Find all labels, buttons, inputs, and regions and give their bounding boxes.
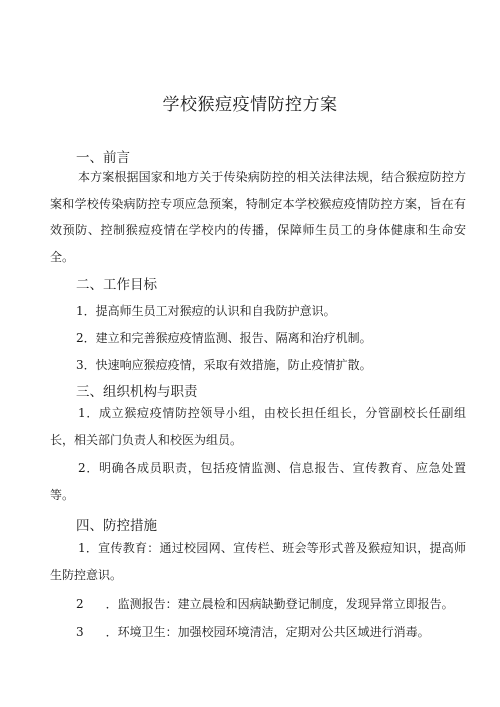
organization-item: 2．明确各成员职责，包括疫情监测、信息报告、宣传教育、应急处置等。: [50, 461, 466, 502]
goal-item: 3．快速响应猴痘疫情，采取有效措施，防止疫情扩散。: [76, 358, 372, 372]
section-heading-goals: 二、工作目标: [76, 277, 157, 293]
preface-paragraph: 本方案根据国家和地方关于传染病防控的相关法律法规，结合猴痘防控方案和学校传染病防控专项应急预案，特制定本学校猴痘疫情防控方案，旨在有效预防、控制猴痘疫情在学校内的传播，保障师生员工的身体健康和生命安全。: [50, 170, 466, 264]
item-text: ．环境卫生：加强校园环境清洁，定期对公共区域进行消毒。: [105, 625, 430, 639]
item-text: ．监测报告：建立晨检和因病缺勤登记制度，发现异常立即报告。: [105, 597, 454, 611]
goal-item: 2．建立和完善猴痘疫情监测、报告、隔离和治疗机制。: [76, 331, 372, 345]
goal-item: 1．提高师生员工对猴痘的认识和自我防护意识。: [76, 304, 336, 318]
section-heading-organization: 三、组织机构与职责: [76, 384, 198, 400]
document-title: 学校猴痘疫情防控方案: [162, 95, 338, 115]
item-number: 2: [76, 597, 84, 611]
measure-item-environment: [76, 623, 430, 640]
organization-item: 1．成立猴痘疫情防控领导小组，由校长担任组长，分管副校长任副组长，相关部门负责人和校医为组员。: [50, 406, 466, 447]
section-heading-measures: 四、防控措施: [76, 518, 157, 534]
section-heading-preface: 一、前言: [76, 150, 130, 166]
measure-item: 1．宣传教育：通过校园网、宣传栏、班会等形式普及猴痘知识，提高师生防控意识。: [50, 541, 466, 582]
measure-item-monitoring: [76, 595, 454, 612]
item-number: 3: [76, 625, 84, 639]
